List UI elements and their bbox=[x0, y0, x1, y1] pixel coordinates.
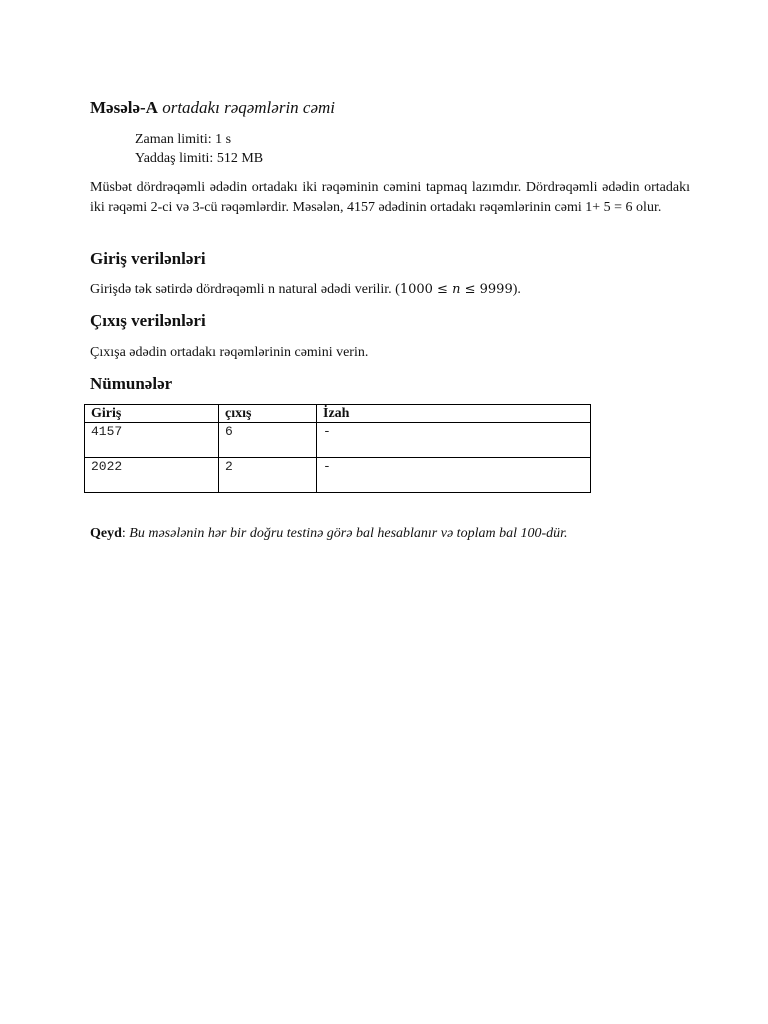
example-explanation: - bbox=[317, 423, 591, 458]
example-output: 2 bbox=[219, 458, 317, 493]
problem-statement: Müsbət dördrəqəmli ədədin ortadakı iki rəqəminin cəmini tapmaq lazımdır. Dördrəqəmli ədədin ortadakı iki rəqəmi 2-ci və 3-cü rəqəmlərdir. Məsələn, 4157 ədədinin ortadakı rəqəmlərinin cəmi 1+ 5 = 6 olur. bbox=[90, 180, 690, 215]
column-header-explanation: İzah bbox=[317, 405, 591, 423]
example-input: 2022 bbox=[85, 458, 219, 493]
input-description bbox=[90, 280, 690, 300]
note-separator: : bbox=[121, 526, 130, 541]
column-header-input: Giriş bbox=[85, 405, 219, 423]
note bbox=[90, 526, 568, 542]
output-description: Çıxışa ədədin ortadakı rəqəmlərinin cəmini verin. bbox=[90, 345, 369, 360]
example-explanation: - bbox=[317, 458, 591, 493]
input-constraint bbox=[400, 282, 513, 297]
problem-title-label: Məsələ-A bbox=[90, 98, 158, 117]
example-output: 6 bbox=[219, 423, 317, 458]
memory-limit: Yaddaş limiti: 512 MB bbox=[135, 151, 264, 166]
constraint-upper: ≤ 9999 bbox=[460, 282, 513, 297]
examples-table bbox=[84, 404, 591, 493]
note-label: Qeyd bbox=[90, 526, 122, 541]
note-text: Bu məsələnin hər bir doğru testinə görə bal hesablanır və toplam bal 100-dür. bbox=[129, 526, 568, 541]
input-heading: Giriş verilənləri bbox=[90, 249, 206, 268]
constraint-variable: n bbox=[452, 282, 461, 297]
input-text-prefix: Girişdə tək sətirdə dördrəqəmli n natural ədədi verilir. ( bbox=[90, 282, 400, 297]
problem-title-name: ortadakı rəqəmlərin cəmi bbox=[162, 98, 336, 117]
input-text-suffix: ). bbox=[512, 282, 521, 297]
problem-title bbox=[90, 98, 335, 118]
table-header-row bbox=[85, 405, 591, 423]
constraint-lower: 1000 ≤ bbox=[399, 282, 453, 297]
column-header-output: çıxış bbox=[219, 405, 317, 423]
limits-block bbox=[135, 130, 263, 168]
output-heading: Çıxış verilənləri bbox=[90, 311, 206, 330]
examples-heading: Nümunələr bbox=[90, 374, 173, 393]
table-row bbox=[85, 423, 591, 458]
time-limit: Zaman limiti: 1 s bbox=[135, 132, 232, 147]
example-input: 4157 bbox=[85, 423, 219, 458]
table-row bbox=[85, 458, 591, 493]
